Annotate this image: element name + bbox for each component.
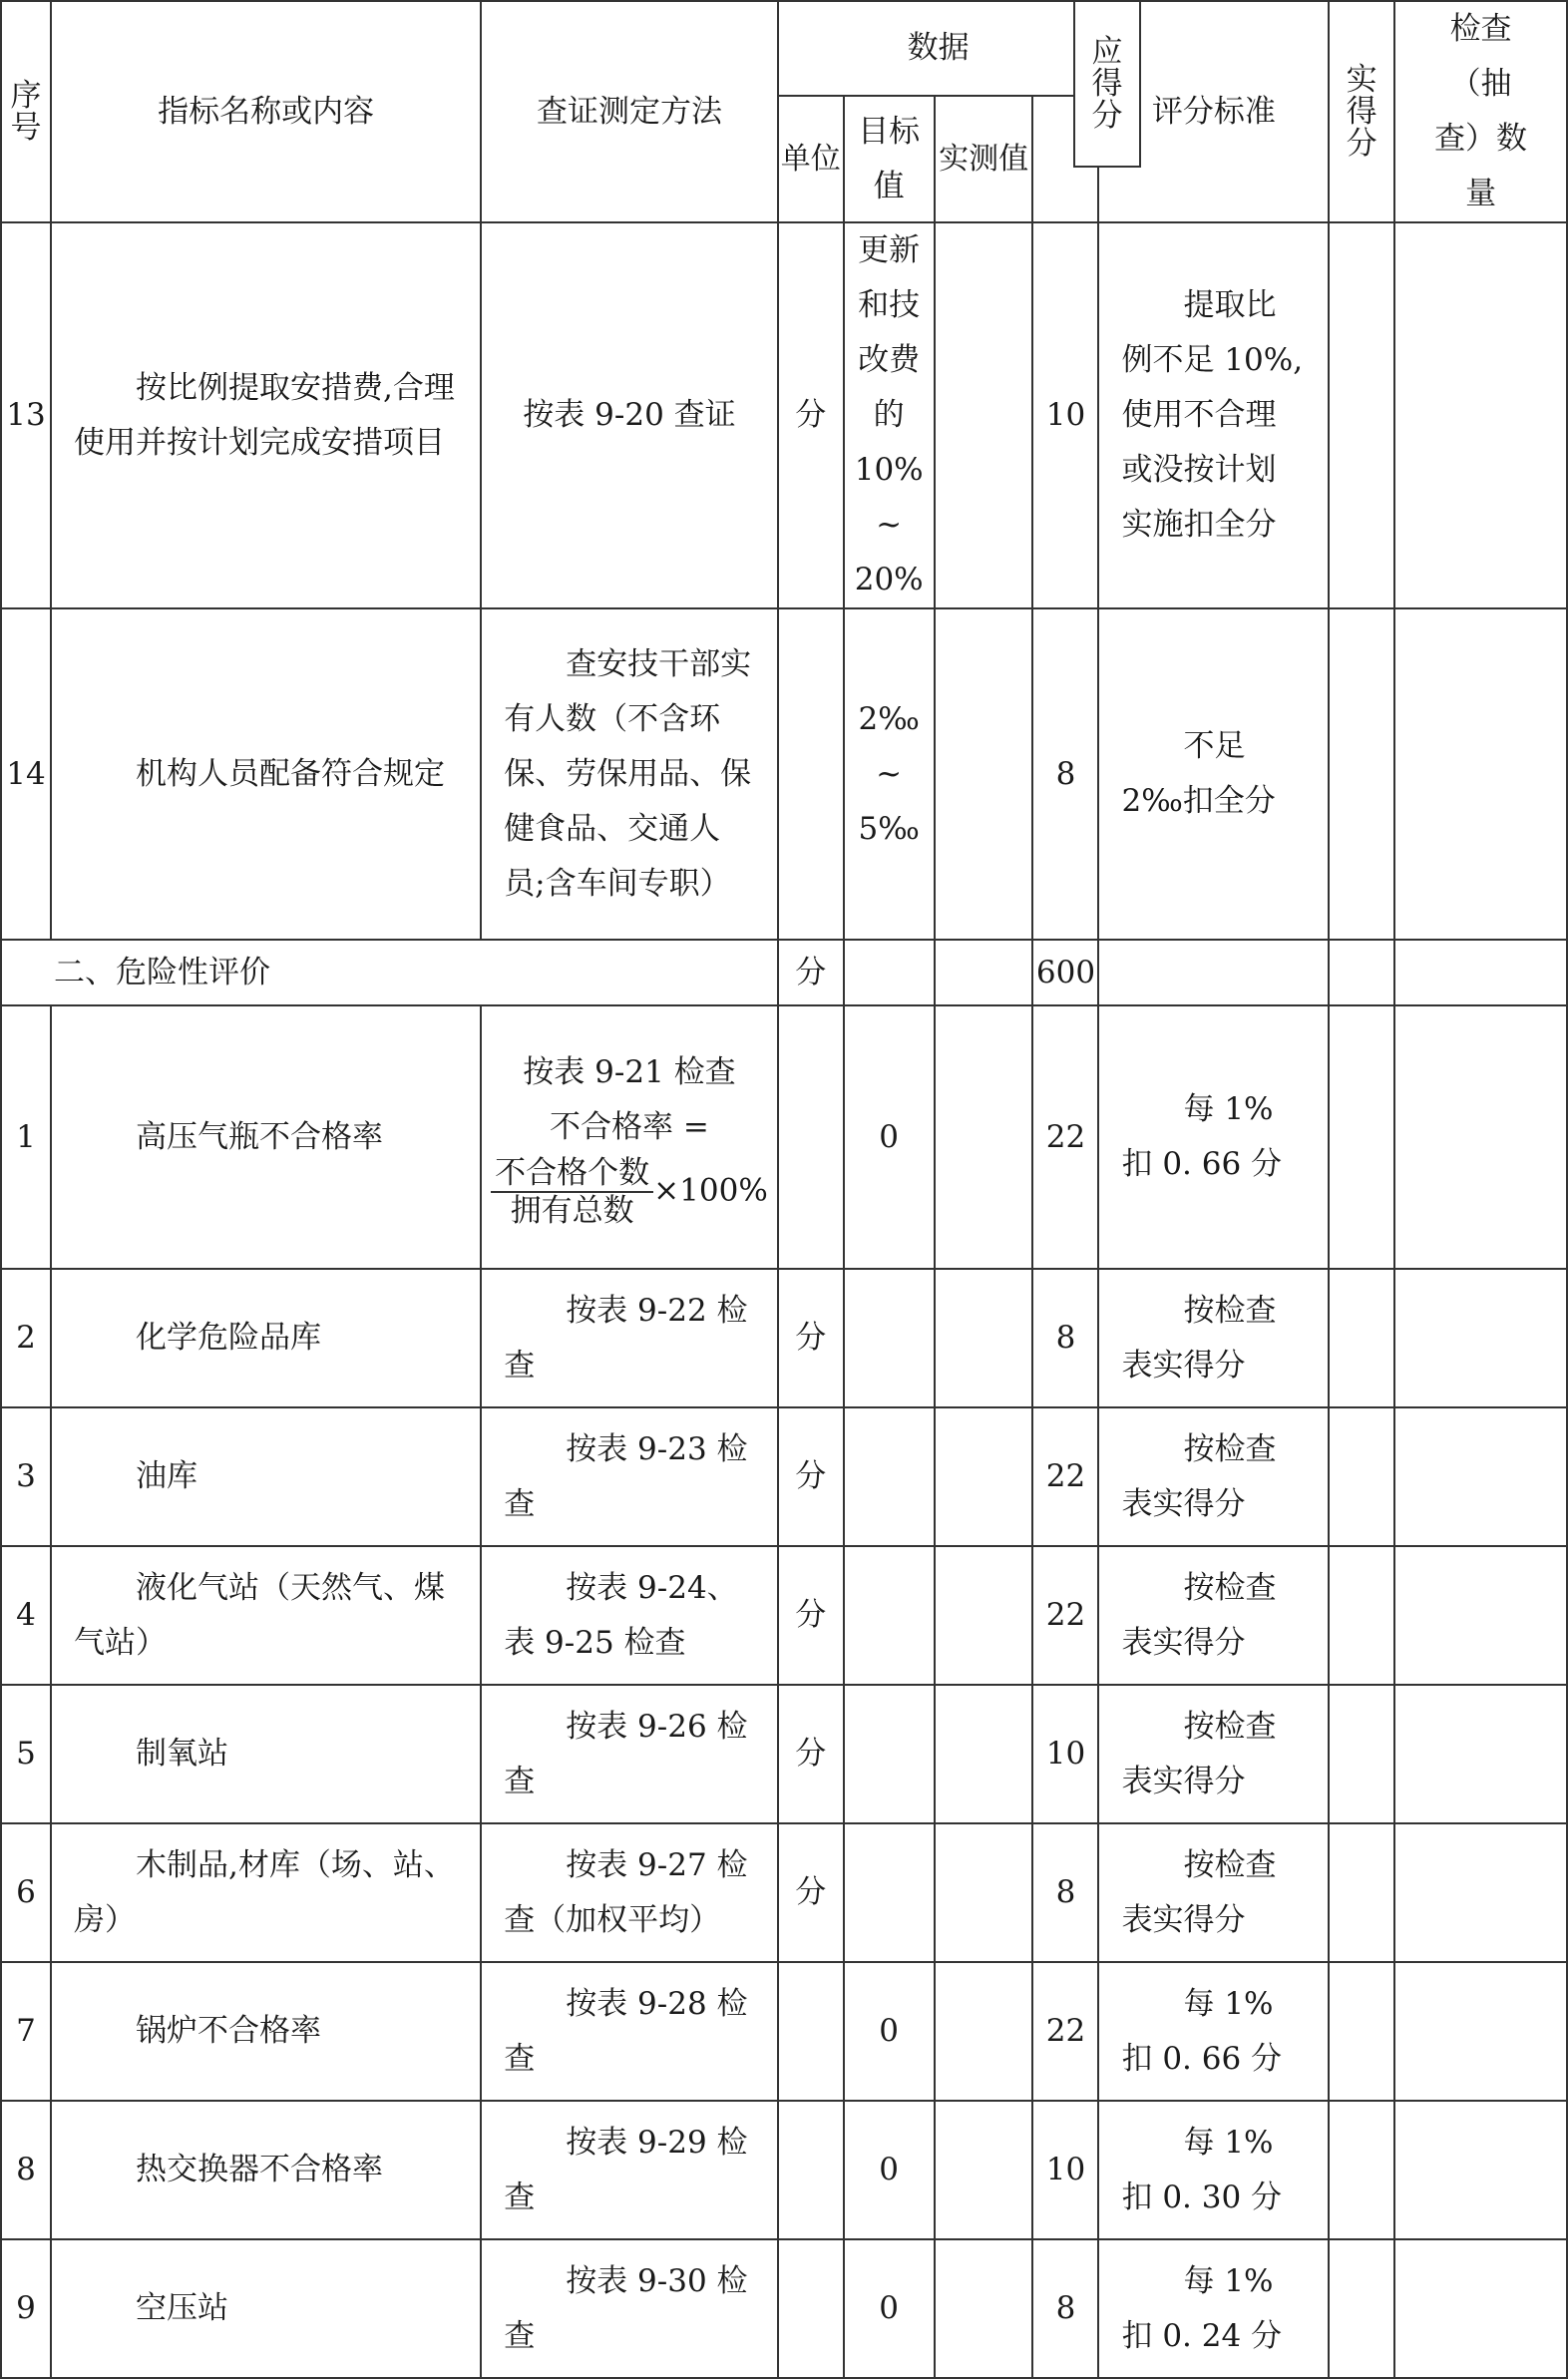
- row-criteria: 每 1% 扣 0. 24 分: [1098, 2239, 1329, 2378]
- row-qty: [1394, 1269, 1567, 1407]
- table-row: [1, 1962, 1567, 2101]
- row-actual: [1329, 1685, 1394, 1823]
- row-method: 按表 9-30 检查: [481, 2239, 778, 2378]
- row-qty: [1394, 2239, 1567, 2378]
- header-seq: 序号: [1, 1, 51, 222]
- table-row: [1, 1823, 1567, 1962]
- section-qty: [1394, 940, 1567, 1005]
- row-score: 22: [1032, 1407, 1098, 1546]
- row-method: 按表 9-23 检查: [481, 1407, 778, 1546]
- row-qty: [1394, 2101, 1567, 2239]
- section-measured: [935, 940, 1033, 1005]
- row-unit: [778, 2101, 844, 2239]
- row-method: 按表 9-28 检查: [481, 1962, 778, 2101]
- row-target: 0: [844, 2239, 935, 2378]
- row-unit: 分: [778, 1407, 844, 1546]
- formula: [482, 1155, 777, 1229]
- row-method: 按表 9-26 检查: [481, 1685, 778, 1823]
- row-unit: [778, 1005, 844, 1269]
- row-measured: [935, 222, 1033, 608]
- row-criteria: 按检查表实得分: [1098, 1269, 1329, 1407]
- header-method: 查证测定方法: [481, 1, 778, 222]
- row-score: 8: [1032, 2239, 1098, 2378]
- row-actual: [1329, 2239, 1394, 2378]
- row-criteria: 不足 2‰扣全分: [1098, 608, 1329, 940]
- header-criteria: 评分标准: [1098, 1, 1329, 222]
- row-target: [844, 1685, 935, 1823]
- header-target: 目标值: [844, 96, 935, 222]
- header-name: 指标名称或内容: [51, 1, 481, 222]
- header-should-score: 应得分: [1073, 0, 1141, 168]
- row-actual: [1329, 608, 1394, 940]
- row-name: 按比例提取安措费,合理使用并按计划完成安措项目: [51, 222, 481, 608]
- table-row: [1, 608, 1567, 940]
- row-actual: [1329, 1005, 1394, 1269]
- row-qty: [1394, 1962, 1567, 2101]
- row-method: 按表 9-27 检查（加权平均）: [481, 1823, 778, 1962]
- table-row: [1, 2239, 1567, 2378]
- row-score: 10: [1032, 1685, 1098, 1823]
- row-name: 空压站: [51, 2239, 481, 2378]
- row-measured: [935, 1546, 1033, 1685]
- header-data: 数据: [778, 1, 1099, 96]
- row-name: 油库: [51, 1407, 481, 1546]
- header-actual-score: 实得分: [1329, 1, 1394, 222]
- row-target: [844, 1269, 935, 1407]
- row-criteria: 每 1% 扣 0. 66 分: [1098, 1005, 1329, 1269]
- section-row: [1, 940, 1567, 1005]
- fraction-numerator: 不合格个数: [491, 1155, 653, 1193]
- row-criteria: 提取比例不足 10%,使用不合理或没按计划实施扣全分: [1098, 222, 1329, 608]
- row-qty: [1394, 1685, 1567, 1823]
- section-unit: 分: [778, 940, 844, 1005]
- row-score: 8: [1032, 608, 1098, 940]
- row-unit: 分: [778, 222, 844, 608]
- fraction-multiplier: ×100%: [653, 1172, 768, 1209]
- header-measured: 实测值: [935, 96, 1033, 222]
- row-unit: 分: [778, 1269, 844, 1407]
- row-criteria: 按检查表实得分: [1098, 1546, 1329, 1685]
- row-measured: [935, 1685, 1033, 1823]
- row-qty: [1394, 222, 1567, 608]
- row-unit: [778, 1962, 844, 2101]
- header-check-qty: 检查（抽查）数量: [1394, 1, 1567, 222]
- row-name: 液化气站（天然气、煤气站）: [51, 1546, 481, 1685]
- section-actual: [1329, 940, 1394, 1005]
- row-measured: [935, 2239, 1033, 2378]
- row-seq: 8: [1, 2101, 51, 2239]
- row-score: 10: [1032, 2101, 1098, 2239]
- row-qty: [1394, 1407, 1567, 1546]
- method-line1: 按表 9-21 检查: [523, 1054, 736, 1090]
- section-title: 二、危险性评价: [1, 940, 778, 1005]
- row-seq: 2: [1, 1269, 51, 1407]
- row-target: 0: [844, 1962, 935, 2101]
- section-target: [844, 940, 935, 1005]
- row-method: 按表 9-22 检查: [481, 1269, 778, 1407]
- row-measured: [935, 1269, 1033, 1407]
- row-target: [844, 1823, 935, 1962]
- row-target: 更新和技改费的10% ~ 20%: [844, 222, 935, 608]
- row-qty: [1394, 1823, 1567, 1962]
- row-unit: 分: [778, 1823, 844, 1962]
- row-seq: 14: [1, 608, 51, 940]
- row-measured: [935, 1407, 1033, 1546]
- row-seq: 7: [1, 1962, 51, 2101]
- row-name: 机构人员配备符合规定: [51, 608, 481, 940]
- row-criteria: 每 1% 扣 0. 66 分: [1098, 1962, 1329, 2101]
- table-row: [1, 1005, 1567, 1269]
- table-row: [1, 1685, 1567, 1823]
- row-seq: 13: [1, 222, 51, 608]
- row-score: 8: [1032, 1823, 1098, 1962]
- row-criteria: 按检查表实得分: [1098, 1823, 1329, 1962]
- row-criteria: 每 1% 扣 0. 30 分: [1098, 2101, 1329, 2239]
- row-measured: [935, 608, 1033, 940]
- row-measured: [935, 2101, 1033, 2239]
- row-actual: [1329, 222, 1394, 608]
- header-unit: 单位: [778, 96, 844, 222]
- table-row: [1, 2101, 1567, 2239]
- table-row: [1, 1546, 1567, 1685]
- table-row: [1, 1407, 1567, 1546]
- row-name: 锅炉不合格率: [51, 1962, 481, 2101]
- row-name: 制氧站: [51, 1685, 481, 1823]
- row-measured: [935, 1823, 1033, 1962]
- row-target: 0: [844, 2101, 935, 2239]
- row-seq: 1: [1, 1005, 51, 1269]
- row-method: 按表 9-20 查证: [481, 222, 778, 608]
- row-actual: [1329, 1407, 1394, 1546]
- row-actual: [1329, 1269, 1394, 1407]
- row-qty: [1394, 1546, 1567, 1685]
- row-measured: [935, 1962, 1033, 2101]
- row-criteria: 按检查表实得分: [1098, 1407, 1329, 1546]
- row-criteria: 按检查表实得分: [1098, 1685, 1329, 1823]
- row-actual: [1329, 1823, 1394, 1962]
- row-target: [844, 1407, 935, 1546]
- fraction: [491, 1155, 653, 1229]
- row-score: 8: [1032, 1269, 1098, 1407]
- row-actual: [1329, 2101, 1394, 2239]
- row-score: 22: [1032, 1546, 1098, 1685]
- row-measured: [935, 1005, 1033, 1269]
- row-score: 22: [1032, 1962, 1098, 2101]
- row-unit: [778, 2239, 844, 2378]
- table-row: [1, 1269, 1567, 1407]
- row-qty: [1394, 608, 1567, 940]
- row-score: 22: [1032, 1005, 1098, 1269]
- row-method: 查安技干部实有人数（不含环保、劳保用品、保健食品、交通人员;含车间专职）: [481, 608, 778, 940]
- row-actual: [1329, 1962, 1394, 2101]
- row-method: [481, 1005, 778, 1269]
- row-unit: [778, 608, 844, 940]
- row-seq: 4: [1, 1546, 51, 1685]
- method-line2: 不合格率 =: [550, 1109, 709, 1145]
- row-method: 按表 9-24、表 9-25 检查: [481, 1546, 778, 1685]
- fraction-denominator: 拥有总数: [510, 1193, 634, 1229]
- row-qty: [1394, 1005, 1567, 1269]
- row-score: 10: [1032, 222, 1098, 608]
- row-name: 木制品,材库（场、站、房）: [51, 1823, 481, 1962]
- row-unit: 分: [778, 1685, 844, 1823]
- row-name: 化学危险品库: [51, 1269, 481, 1407]
- row-seq: 3: [1, 1407, 51, 1546]
- row-target: 0: [844, 1005, 935, 1269]
- row-target: 2‰ ~ 5‰: [844, 608, 935, 940]
- row-unit: 分: [778, 1546, 844, 1685]
- row-method: 按表 9-29 检查: [481, 2101, 778, 2239]
- row-name: 热交换器不合格率: [51, 2101, 481, 2239]
- row-seq: 9: [1, 2239, 51, 2378]
- row-seq: 5: [1, 1685, 51, 1823]
- row-target: [844, 1546, 935, 1685]
- row-seq: 6: [1, 1823, 51, 1962]
- row-actual: [1329, 1546, 1394, 1685]
- table-row: [1, 222, 1567, 608]
- section-criteria: [1098, 940, 1329, 1005]
- section-score: 600: [1032, 940, 1098, 1005]
- row-name: 高压气瓶不合格率: [51, 1005, 481, 1269]
